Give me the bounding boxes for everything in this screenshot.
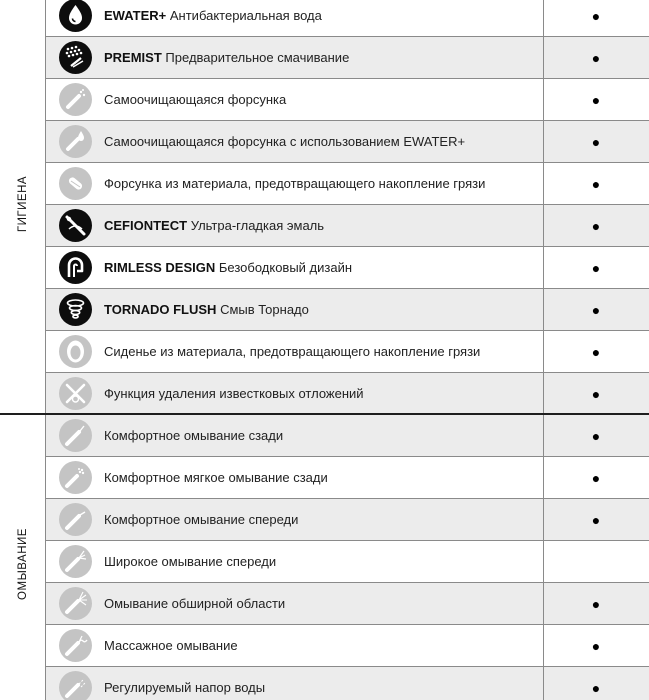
availability-dot: ● — [591, 134, 601, 150]
front-wash-icon — [59, 503, 92, 536]
feature-text — [104, 583, 285, 625]
rimless-icon — [59, 251, 92, 284]
feature-desc: Комфортное мягкое омывание сзади — [104, 470, 328, 485]
feature-text — [104, 331, 480, 373]
feature-desc: Омывание обширной области — [104, 596, 286, 611]
descale-icon — [59, 377, 92, 410]
availability-dot: ● — [591, 8, 601, 24]
feature-desc: Функция удаления известковых отложений — [104, 386, 364, 401]
availability-dot: ● — [591, 176, 601, 192]
feature-brand: PREMIST — [104, 50, 162, 65]
feature-row-ewater-nozzle — [46, 121, 649, 163]
glaze-icon — [59, 209, 92, 242]
feature-text — [104, 415, 283, 457]
availability-dot: ● — [591, 512, 601, 528]
feature-desc: Регулируемый напор воды — [104, 680, 266, 695]
availability-dot: ● — [591, 428, 601, 444]
self-clean-nozzle-icon — [59, 83, 92, 116]
washing-category-cell — [0, 415, 46, 700]
feature-row-pressure-adjust — [46, 667, 649, 700]
availability-dot: ● — [591, 260, 601, 276]
availability-dot: ● — [591, 50, 601, 66]
feature-desc: Комфортное омывание сзади — [104, 428, 284, 443]
soft-rear-wash-icon — [59, 461, 92, 494]
wide-area-wash-icon — [59, 587, 92, 620]
feature-row-premist — [46, 37, 649, 79]
seat-icon — [59, 335, 92, 368]
water-drop-icon — [59, 0, 92, 32]
feature-text — [104, 247, 352, 289]
feature-brand: CEFIONTECT — [104, 218, 188, 233]
feature-row-massage-wash — [46, 625, 649, 667]
feature-row-wide-area-wash — [46, 583, 649, 625]
availability-dot: ● — [591, 596, 601, 612]
feature-row-seat — [46, 331, 649, 373]
availability-dot: ● — [591, 218, 601, 234]
feature-text — [104, 541, 276, 583]
feature-row-ewater — [46, 0, 649, 37]
massage-wash-icon — [59, 629, 92, 662]
washing-category-label: ОМЫВАНИЕ — [16, 528, 29, 600]
feature-brand: RIMLESS DESIGN — [104, 260, 216, 275]
availability-dot: ● — [591, 302, 601, 318]
feature-desc: Комфортное омывание спереди — [104, 512, 299, 527]
hygiene-category-label: ГИГИЕНА — [16, 175, 29, 233]
feature-desc: Массажное омывание — [104, 638, 238, 653]
feature-text — [104, 499, 298, 541]
antidirt-nozzle-icon — [59, 167, 92, 200]
feature-text — [104, 457, 328, 499]
feature-row-wide-front-wash — [46, 541, 649, 583]
feature-row-tornado — [46, 289, 649, 331]
feature-desc: Безободковый дизайн — [218, 260, 353, 275]
feature-text — [104, 625, 238, 667]
availability-dot: ● — [591, 92, 601, 108]
availability-dot: ● — [591, 344, 601, 360]
feature-brand: EWATER+ — [104, 8, 167, 23]
feature-brand: TORNADO FLUSH — [104, 302, 217, 317]
feature-row-descale — [46, 373, 649, 415]
feature-text — [104, 373, 364, 415]
availability-dot: ● — [591, 470, 601, 486]
pressure-adjust-icon — [59, 671, 92, 700]
feature-row-rear-wash — [46, 415, 649, 457]
availability-dot: ● — [591, 680, 601, 696]
tornado-icon — [59, 293, 92, 326]
feature-desc: Самоочищающаяся форсунка — [104, 92, 287, 107]
availability-dot — [543, 541, 649, 583]
feature-text — [104, 37, 349, 79]
feature-text — [104, 0, 322, 37]
feature-desc: Ультра-гладкая эмаль — [190, 218, 325, 233]
feature-text — [104, 289, 309, 331]
feature-text — [104, 79, 286, 121]
availability-dot: ● — [591, 638, 601, 654]
washing-section — [0, 413, 649, 700]
wide-front-wash-icon — [59, 545, 92, 578]
rear-wash-icon — [59, 419, 92, 452]
feature-desc: Форсунка из материала, предотвращающего накопление грязи — [104, 176, 486, 191]
feature-row-front-wash — [46, 499, 649, 541]
feature-row-self-clean-nozzle — [46, 79, 649, 121]
feature-text — [104, 205, 324, 247]
feature-row-soft-rear-wash — [46, 457, 649, 499]
feature-desc: Широкое омывание спереди — [104, 554, 277, 569]
feature-text — [104, 121, 465, 163]
mist-spray-icon — [59, 41, 92, 74]
feature-desc: Самоочищающаяся форсунка с использованием EWATER+ — [104, 134, 466, 149]
availability-dot: ● — [591, 386, 601, 402]
feature-row-antidirt-nozzle — [46, 163, 649, 205]
feature-desc: Сиденье из материала, предотвращающего накопление грязи — [104, 344, 481, 359]
feature-row-cefiontect — [46, 205, 649, 247]
hygiene-category-cell — [0, 0, 46, 413]
feature-row-rimless — [46, 247, 649, 289]
feature-text — [104, 667, 265, 700]
feature-desc: Предварительное смачивание — [165, 50, 350, 65]
ewater-nozzle-icon — [59, 125, 92, 158]
feature-text — [104, 163, 485, 205]
feature-desc: Смыв Торнадо — [220, 302, 309, 317]
feature-desc: Антибактериальная вода — [169, 8, 322, 23]
